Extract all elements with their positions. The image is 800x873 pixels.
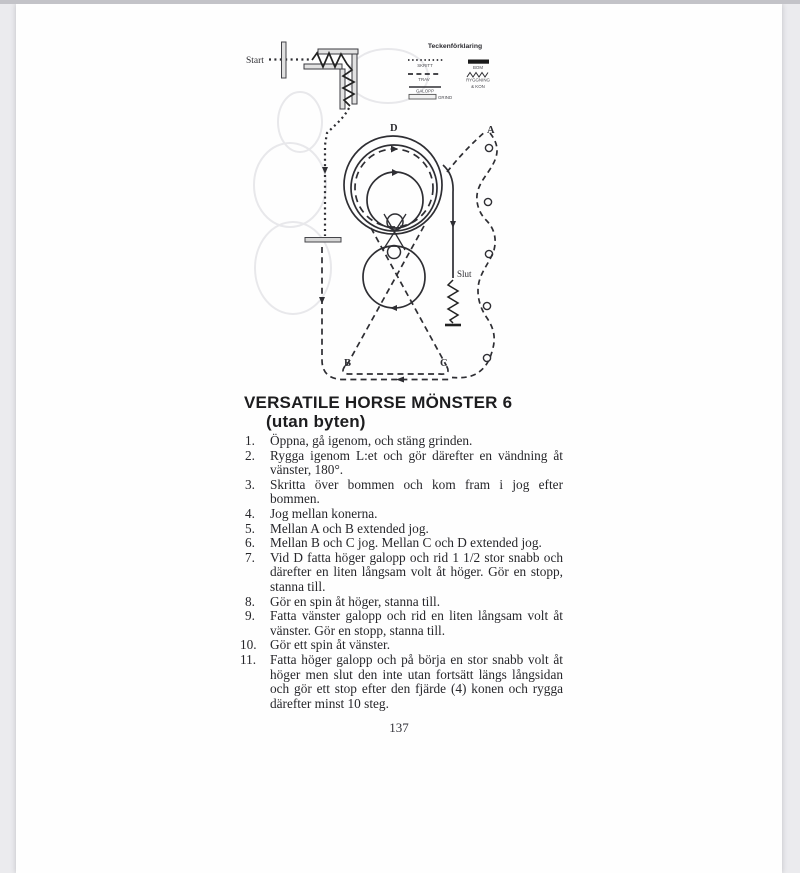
scan-edge-strip xyxy=(0,0,800,4)
page-title: VERSATILE HORSE MÖNSTER 6 xyxy=(244,393,513,412)
ryggning-zigzag-through-l xyxy=(312,53,354,106)
item-text: Mellan B och C jog. Mellan C och D extended jog. xyxy=(270,535,542,551)
item-number: 7. xyxy=(245,549,255,565)
page-number: 137 xyxy=(389,720,409,735)
pattern-diagram xyxy=(230,30,520,395)
item-number: 11. xyxy=(240,651,257,667)
item-number: 4. xyxy=(245,505,255,521)
item-text: Fatta vänster galopp och rid en liten långsam volt åt vänster. Gör en stopp, stanna till. xyxy=(270,608,563,638)
list-item xyxy=(240,478,570,507)
direction-arrow xyxy=(391,146,398,153)
item-number: 10. xyxy=(240,637,257,653)
letter-markers xyxy=(344,123,495,369)
item-number: 9. xyxy=(245,608,255,624)
legend-grind-symbol xyxy=(409,94,436,99)
direction-arrow xyxy=(392,169,399,176)
item-number: 6. xyxy=(245,535,255,551)
marker-d: D xyxy=(390,123,398,134)
legend-label-ryggning: RYGGNING xyxy=(466,77,490,83)
item-number: 1. xyxy=(245,433,255,448)
list-item xyxy=(240,434,570,449)
item-text: Vid D fatta höger galopp och rid 1 1/2 stor snabb och därefter en liten långsam volt åt höger. Gör en stopp, stanna till. xyxy=(270,549,563,594)
item-number: 5. xyxy=(245,520,255,536)
list-item xyxy=(240,536,570,551)
page-subtitle: (utan byten) xyxy=(266,412,366,431)
gate-grind xyxy=(282,42,287,78)
list-item xyxy=(240,638,570,653)
legend-bom-symbol xyxy=(468,60,489,64)
list-item xyxy=(240,551,570,595)
legend-label-skritt: SKRITT xyxy=(417,63,433,68)
legend-label-kon: & KON xyxy=(471,83,485,89)
section-heading xyxy=(244,393,664,431)
item-text: Skritta över bommen och kom fram i jog efter bommen. xyxy=(270,476,563,507)
legend-label-galopp: GALOPP xyxy=(415,88,435,94)
direction-arrow xyxy=(450,221,456,228)
slut-label: Slut xyxy=(457,269,472,279)
list-item xyxy=(240,449,570,478)
item-number: 2. xyxy=(245,447,255,463)
item-text: Mellan A och B extended jog. xyxy=(270,520,429,536)
direction-arrow xyxy=(396,377,404,383)
spin-circle-lower xyxy=(388,246,401,259)
instruction-list xyxy=(240,434,570,711)
marker-b: B xyxy=(344,358,352,369)
direction-arrow xyxy=(390,305,397,311)
list-item xyxy=(240,507,570,522)
legend-label-grind: GRIND xyxy=(438,95,453,100)
item-text: Fatta höger galopp och på börja en stor snabb volt åt höger men slut den inte utan fortsätt längs långsidan och gör ett stop efter den fjärde (4) konen och rygga därefter minst 10 steg. xyxy=(270,651,563,711)
jog-triangle-bc xyxy=(343,226,448,374)
item-text: Öppna, gå igenom, och stäng grinden. xyxy=(270,433,473,448)
volt-circle-lower xyxy=(363,246,425,308)
legend-ryggning-symbol xyxy=(467,73,488,78)
item-text: Rygga igenom L:et och gör därefter en vändning åt vänster, 180°. xyxy=(270,447,563,478)
marker-a: A xyxy=(487,125,495,136)
legend xyxy=(408,43,490,100)
item-text: Gör ett spin åt vänster. xyxy=(270,637,391,653)
marker-c: C xyxy=(440,358,448,369)
legend-title: Teckenförklaring xyxy=(427,43,483,50)
legend-label-bom: BOM xyxy=(472,65,484,70)
item-number: 8. xyxy=(245,593,255,609)
list-item xyxy=(240,595,570,610)
item-number: 3. xyxy=(245,476,255,492)
approach-to-a-path xyxy=(447,131,486,172)
crossover-lines xyxy=(383,214,406,250)
legend-label-trav: TRAV xyxy=(418,77,430,82)
item-text: Gör en spin åt höger, stanna till. xyxy=(270,593,441,609)
bom-pole xyxy=(305,238,341,243)
jog-perimeter-path xyxy=(322,247,452,380)
list-item xyxy=(240,653,570,711)
start-label: Start xyxy=(246,56,264,66)
serpentine-cone-path xyxy=(452,133,497,378)
item-text: Jog mellan konerna. xyxy=(270,505,378,521)
slut-ryggning-zigzag xyxy=(448,280,458,323)
list-item xyxy=(240,522,570,537)
list-item xyxy=(240,609,570,638)
